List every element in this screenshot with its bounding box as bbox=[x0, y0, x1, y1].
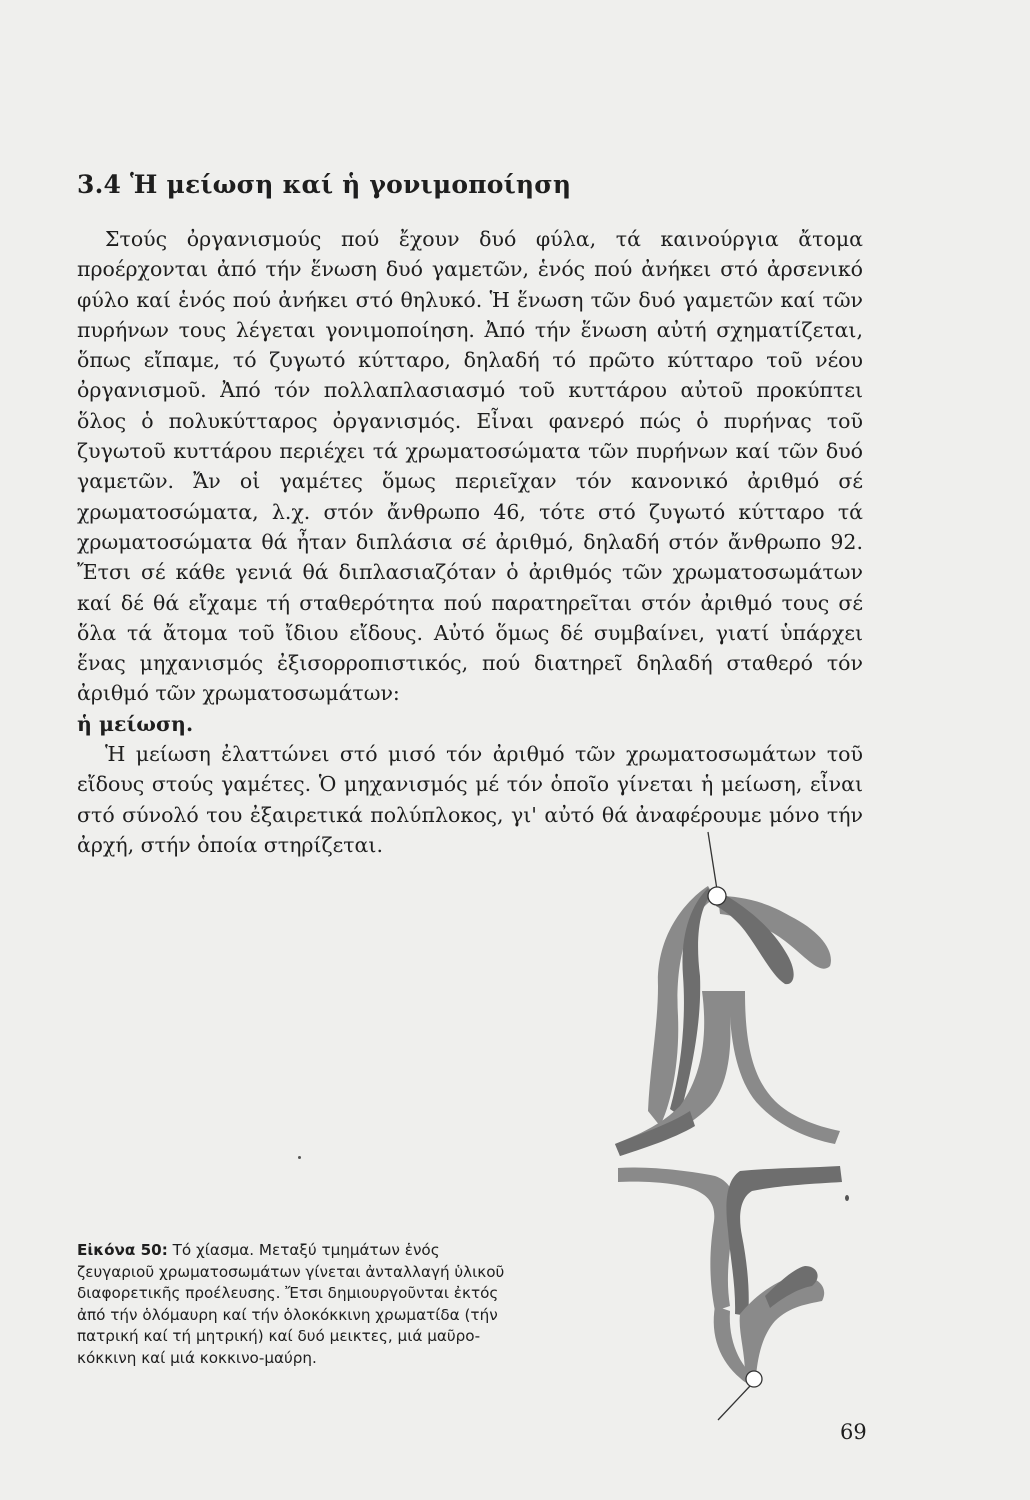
print-speck bbox=[298, 1156, 301, 1159]
page-number: 69 bbox=[840, 1420, 867, 1444]
figure-caption bbox=[77, 1240, 507, 1369]
chiasma-figure bbox=[590, 826, 870, 1426]
centromere-top bbox=[708, 887, 726, 905]
caption-label: Εἰκόνα 50: bbox=[77, 1241, 168, 1259]
section-heading: 3.4 Ἡ μείωση καί ἡ γονιμοποίηση bbox=[77, 170, 572, 199]
centromere-bottom bbox=[746, 1371, 762, 1387]
paragraph-1 bbox=[77, 224, 863, 739]
print-speck bbox=[845, 1195, 849, 1201]
chromatid-body-lower bbox=[618, 1168, 736, 1311]
body-text bbox=[77, 224, 863, 860]
paragraph-2: Ἡ μείωση ἐλαττώνει στό μισό τόν ἀριθμό τῶν χρωματοσωμάτων τοῦ εἴδους στούς γαμέτες. Ὁ μηχανισμός μέ τόν ὁποῖο γίνεται ἡ μείωση, εἶναι στό σύνολό του ἐξαιρετικά πολύπλοκος, γι' αὐτό θά ἀναφέρουμε μόνο τήν ἀρχή, στήν ὁποία στηρίζεται. bbox=[77, 742, 863, 857]
spindle-line-bottom bbox=[718, 1386, 750, 1420]
caption-text: Τό χίασμα. Μεταξύ τμημάτων ἑνός ζευγαριοῦ χρωματοσωμάτων γίνεται ἀνταλλαγή ὑλικοῦ διαφορετικῆς προέλευσης. Ἔτσι δημιουργοῦνται ἐκτός ἀπό τήν ὁλόμαυρη καί τήν ὁλοκόκκινη χρωματίδα (τήν πατρική καί τή μητρική) καί δυό μεικτες, μιά μαῦρο-κόκκινη καί μιά κοκκινο-μαύρη. bbox=[77, 1241, 505, 1367]
bold-term: ἡ μείωση. bbox=[77, 711, 194, 736]
paragraph-1-text: Στούς ὀργανισμούς πού ἔχουν δυό φύλα, τά καινούργια ἄτομα προέρχονται ἀπό τήν ἕνωση δυό γαμετῶν, ἑνός πού ἀνήκει στό ἀρσενικό φύλο καί ἑνός πού ἀνήκει στό θηλυκό. Ἡ ἕνωση τῶν δυό γαμετῶν καί τῶν πυρήνων τους λέγεται γονιμοποίηση. Ἀπό τήν ἕνωση αὐτή σχηματίζεται, ὅπως εἴπαμε, τό ζυγωτό κύτταρο, δηλαδή τό πρῶτο κύτταρο τοῦ νέου ὀργανισμοῦ. Ἀπό τόν πολλαπλασιασμό τοῦ κυττάρου αὐτοῦ προκύπτει ὅλος ὁ πολυκύτταρος ὀργανισμός. Εἶναι φανερό πώς ὁ πυρήνας τοῦ ζυγωτοῦ κυττάρου περιέχει τά χρωματοσώματα τῶν πυρήνων καί τῶν δυό γαμετῶν. Ἄν οἱ γαμέτες ὅμως περιεῖχαν τόν κανονικό ἀριθμό σέ χρωματοσώματα, λ.χ. στόν ἄνθρωπο 46, τότε στό ζυγωτό κύτταρο τά χρωματοσώματα θά ἦταν διπλάσια σέ ἀριθμό, δηλαδή στόν ἄνθρωπο 92. Ἔτσι σέ κάθε γενιά θά διπλασιαζόταν ὁ ἀριθμός τῶν χρωματοσωμάτων καί δέ θά εἴχαμε τή σταθερότητα πού παρατηρεῖται στόν ἀριθμό τους σέ ὅλα τά ἄτομα τοῦ ἴδιου εἴδους. Αὐτό ὅμως δέ συμβαίνει, γιατί ὑπάρχει ἕνας μηχανισμός ἐξισορροπιστικός, πού διατηρεῖ δηλαδή σταθερό τόν ἀριθμό τῶν χρωματοσωμάτων: bbox=[77, 227, 863, 706]
